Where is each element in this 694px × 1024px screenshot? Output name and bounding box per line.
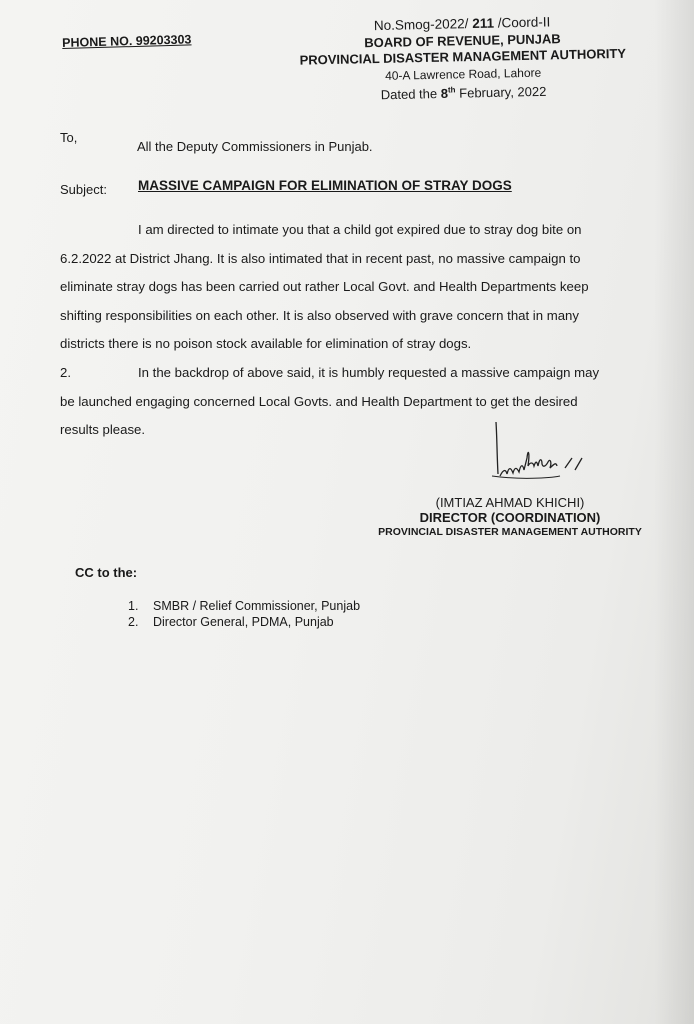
- date-prefix: Dated the: [380, 86, 438, 103]
- cc-label: CC to the:: [75, 565, 138, 580]
- signatory-organization: PROVINCIAL DISASTER MANAGEMENT AUTHORITY: [378, 526, 642, 538]
- cc-list: [128, 598, 360, 630]
- paragraph-line: [60, 359, 640, 388]
- paragraph-line: 6.2.2022 at District Jhang. It is also intimated that in recent past, no massive campaign to: [60, 250, 581, 266]
- to-label: To,: [60, 130, 78, 145]
- reference-value: 211: [472, 15, 495, 32]
- phone-number: PHONE NO. 99203303: [62, 32, 192, 50]
- subject-label: Subject:: [60, 182, 107, 197]
- paragraph-1: [60, 216, 640, 359]
- paragraph-line: districts there is no poison stock available for elimination of stray dogs.: [60, 336, 472, 351]
- date-day: 8: [440, 85, 449, 102]
- list-item-number: 2.: [128, 615, 139, 629]
- list-item: [128, 598, 360, 614]
- paragraph-line: be launched engaging concerned Local Govts. and Health Department to get the desired: [60, 393, 578, 409]
- board-name: BOARD OF REVENUE, PUNJAB: [364, 30, 561, 50]
- authority-name: PROVINCIAL DISASTER MANAGEMENT AUTHORITY: [299, 45, 627, 68]
- subject-text: MASSIVE CAMPAIGN FOR ELIMINATION OF STRAY DOGS: [138, 178, 512, 193]
- recipient: All the Deputy Commissioners in Punjab.: [137, 139, 373, 154]
- list-item: [128, 614, 360, 630]
- paragraph-line: eliminate stray dogs has been carried out rather Local Govt. and Health Departments keep: [60, 279, 589, 294]
- page-edge-shadow: [654, 0, 694, 1024]
- date-suffix: th: [447, 85, 456, 95]
- paragraph-line: shifting responsibilities on each other. It is also observed with grave concern that in many: [60, 307, 579, 323]
- signatory-title: DIRECTOR (COORDINATION): [419, 510, 601, 525]
- list-item-text: SMBR / Relief Commissioner, Punjab: [153, 599, 361, 613]
- letter-header: [282, 12, 644, 105]
- reference-prefix: No.Smog-2022/: [373, 16, 469, 34]
- date-month-year: February, 2022: [459, 83, 547, 101]
- signatory-name: (IMTIAZ AHMAD KHICHI): [435, 495, 585, 510]
- paragraph-number: 2.: [60, 365, 71, 380]
- handwritten-signature: [480, 418, 630, 488]
- address: 40-A Lawrence Road, Lahore: [384, 65, 542, 83]
- paragraph-line: I am directed to intimate you that a child got expired due to stray dog bite on: [138, 222, 582, 237]
- list-item-number: 1.: [128, 599, 139, 613]
- list-item-text: Director General, PDMA, Punjab: [153, 615, 334, 629]
- paragraph-line: results please.: [60, 422, 146, 437]
- paragraph-line-text: In the backdrop of above said, it is humbly requested a massive campaign may: [138, 365, 600, 380]
- reference-suffix: /Coord-II: [497, 14, 551, 31]
- signature-block: [370, 495, 650, 540]
